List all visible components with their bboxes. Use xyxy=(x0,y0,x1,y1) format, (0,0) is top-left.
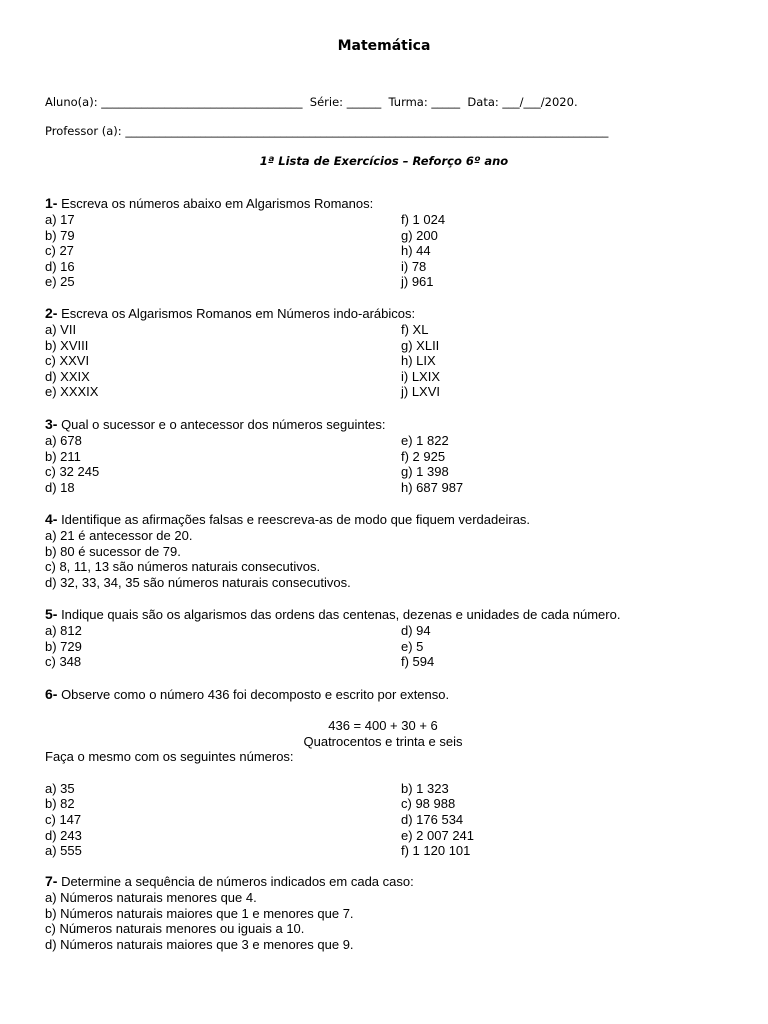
question-3 xyxy=(45,417,745,495)
item: f) 2 925 xyxy=(401,448,446,464)
item: b) 79 xyxy=(45,227,75,243)
question-text: Determine a sequência de números indicados em cada caso: xyxy=(57,874,414,889)
question-5 xyxy=(45,607,745,670)
item: d) 16 xyxy=(45,258,75,274)
statement: b) Números naturais maiores que 1 e menores que 7. xyxy=(45,905,354,921)
statement: b) 80 é sucessor de 79. xyxy=(45,543,181,559)
question-7 xyxy=(45,874,745,952)
number-in-words: Quatrocentos e trinta e seis xyxy=(303,733,463,749)
item: e) 25 xyxy=(45,274,75,290)
item: b) 211 xyxy=(45,448,81,464)
question-number: 4- xyxy=(45,511,58,527)
item: f) 1 120 101 xyxy=(401,843,471,859)
item: g) 1 398 xyxy=(401,464,449,480)
item: i) LXIX xyxy=(401,368,441,384)
question-text: Identifique as afirmações falsas e reescreva-as de modo que fiquem verdadeiras. xyxy=(57,512,531,527)
item: g) XLII xyxy=(401,337,440,353)
question-number: 5- xyxy=(45,606,58,622)
decomposition-equation: 436 = 400 + 30 + 6 xyxy=(328,718,438,733)
item: d) 18 xyxy=(45,479,75,495)
question-text: Escreva os números abaixo em Algarismos Romanos: xyxy=(57,196,374,211)
item: g) 200 xyxy=(401,227,438,243)
statement: a) Números naturais menores que 4. xyxy=(45,890,257,905)
item: f) 594 xyxy=(401,654,435,670)
exercise-list-subtitle: 1ª Lista de Exercícios – Reforço 6º ano xyxy=(259,154,509,168)
question-6 xyxy=(45,687,745,859)
statement: c) 8, 11, 13 são números naturais consecutivos. xyxy=(45,559,321,575)
item: e) 2 007 241 xyxy=(401,827,475,843)
question-1 xyxy=(45,196,745,290)
item: d) 243 xyxy=(45,827,82,843)
statement: d) Números naturais maiores que 3 e menores que 9. xyxy=(45,936,354,952)
item: c) XXVI xyxy=(45,353,90,369)
item: b) 1 323 xyxy=(401,780,449,796)
item: f) 1 024 xyxy=(401,212,446,227)
item: j) LXVI xyxy=(401,384,441,400)
question-text: Observe como o número 436 foi decomposto e escrito por extenso. xyxy=(57,687,450,702)
item: h) LIX xyxy=(401,353,436,369)
item: c) 27 xyxy=(45,243,74,259)
item: c) 32 245 xyxy=(45,464,100,480)
question-number: 1- xyxy=(45,195,58,211)
item: d) 176 534 xyxy=(401,811,464,827)
statement: a) 21 é antecessor de 20. xyxy=(45,528,193,543)
question-4 xyxy=(45,512,745,590)
page-title: Matemática xyxy=(337,38,431,54)
item: a) 678 xyxy=(45,433,82,448)
teacher-info-line: Professor (a): ____________________________________________________________________________________ xyxy=(45,124,609,138)
question-text: Indique quais são os algarismos das ordens das centenas, dezenas e unidades de cada número. xyxy=(57,607,621,622)
item: e) 5 xyxy=(401,638,424,654)
question-number: 7- xyxy=(45,873,58,889)
item: c) 348 xyxy=(45,654,82,670)
item: e) 1 822 xyxy=(401,433,449,448)
question-text: Escreva os Algarismos Romanos em Números indo-arábicos: xyxy=(57,306,416,321)
item: b) 82 xyxy=(45,796,75,812)
item: e) XXXIX xyxy=(45,384,99,400)
item: d) 94 xyxy=(401,623,431,638)
item: b) 729 xyxy=(45,638,82,654)
statement: d) 32, 33, 34, 35 são números naturais consecutivos. xyxy=(45,574,351,590)
item: b) XVIII xyxy=(45,337,89,353)
item: a) 35 xyxy=(45,780,75,796)
question-number: 6- xyxy=(45,686,58,702)
item: i) 78 xyxy=(401,258,427,274)
student-info-line: Aluno(a): ___________________________________ Série: ______ Turma: _____ Data: ___/___/2020. xyxy=(45,95,578,109)
question-2 xyxy=(45,306,745,400)
item: c) 98 988 xyxy=(401,796,456,812)
instruction: Faça o mesmo com os seguintes números: xyxy=(45,749,294,765)
item: a) 555 xyxy=(45,843,82,859)
item: c) 147 xyxy=(45,811,82,827)
item: a) 17 xyxy=(45,212,75,227)
statement: c) Números naturais menores ou iguais a 10. xyxy=(45,921,305,937)
item: h) 44 xyxy=(401,243,431,259)
question-number: 3- xyxy=(45,416,58,432)
item: a) 812 xyxy=(45,623,82,638)
item: j) 961 xyxy=(401,274,434,290)
question-number: 2- xyxy=(45,305,58,321)
item: h) 687 987 xyxy=(401,479,464,495)
question-text: Qual o sucessor e o antecessor dos números seguintes: xyxy=(57,417,386,432)
item: d) XXIX xyxy=(45,368,90,384)
item: a) VII xyxy=(45,322,77,337)
item: f) XL xyxy=(401,322,429,337)
